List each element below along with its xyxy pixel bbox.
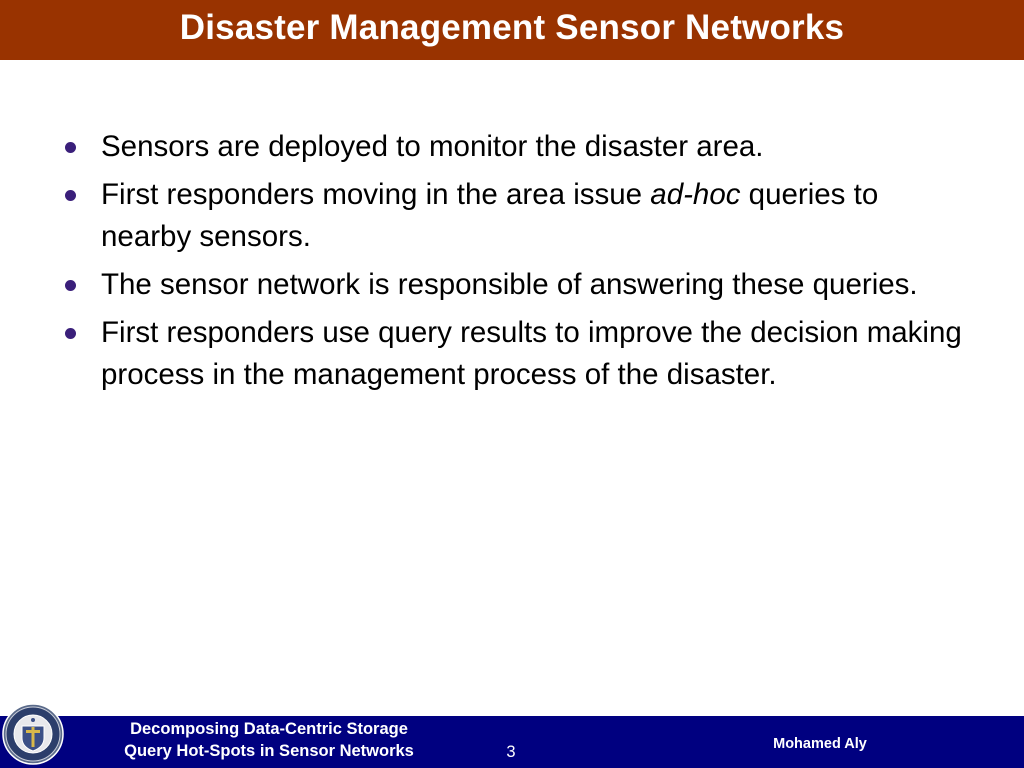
bullet-dot-icon (65, 280, 76, 291)
footer-title-line1: Decomposing Data-Centric Storage (130, 720, 408, 738)
bullet-text: The sensor network is responsible of answering these queries. (101, 268, 918, 301)
bullet-list (63, 126, 973, 402)
bullet-dot-icon (65, 328, 76, 339)
bullet-text: queries to nearby sensors. (101, 178, 879, 253)
bullet-text: First responders moving in the area issue (101, 178, 651, 211)
page-number: 3 (506, 743, 516, 761)
footer-title-line2: Query Hot-Spots in Sensor Networks (124, 742, 414, 760)
bullet-italic-text: ad-hoc (650, 178, 741, 211)
bullet-text: First responders use query results to improve the decision making process in the management process of the disaster. (101, 316, 962, 391)
footer-presentation-title (84, 718, 454, 762)
bullet-item (63, 264, 973, 306)
title-bar (0, 0, 1024, 60)
university-seal-icon (0, 700, 66, 768)
bullet-item (63, 126, 973, 168)
bullet-dot-icon (65, 142, 76, 153)
footer-author: Mohamed Aly (773, 736, 867, 752)
bullet-item (63, 312, 973, 396)
bullet-text: Sensors are deployed to monitor the disaster area. (101, 130, 764, 163)
bullet-item (63, 174, 973, 258)
bullet-dot-icon (65, 190, 76, 201)
slide-title: Disaster Management Sensor Networks (179, 8, 845, 47)
